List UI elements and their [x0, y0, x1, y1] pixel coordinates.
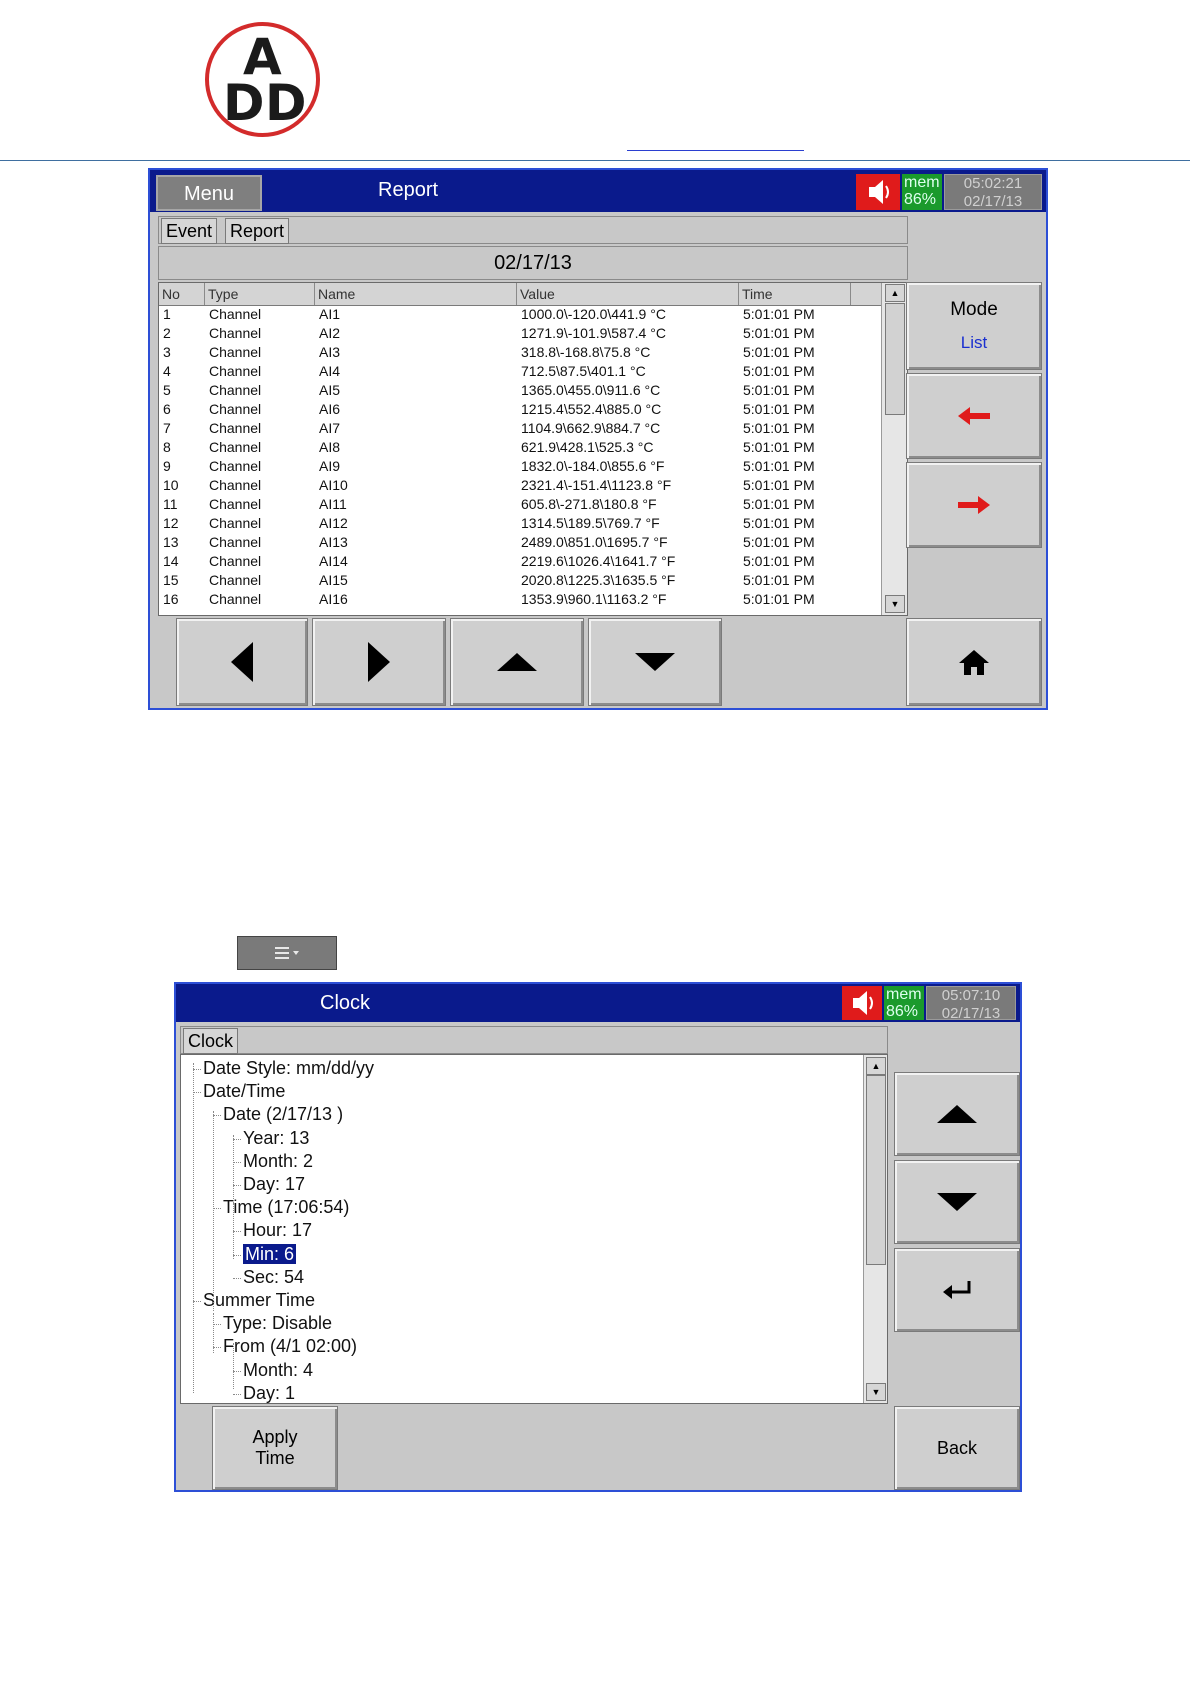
column-header-value[interactable]: Value: [517, 283, 739, 305]
tree-connector: [233, 1371, 241, 1372]
tree-item-label-selected: Min: 6: [245, 1243, 295, 1264]
row-value: 621.9\428.1\525.3 °C: [521, 439, 654, 455]
row-time: 5:01:01 PM: [743, 496, 815, 512]
tree-item-label: From (4/1 02:00): [223, 1336, 358, 1357]
tree-item[interactable]: [243, 1219, 312, 1241]
tree-item[interactable]: [243, 1382, 295, 1404]
row-type: Channel: [209, 553, 262, 569]
row-no: 12: [163, 515, 179, 531]
tree-item-label: Year: 13: [243, 1127, 310, 1148]
row-no: 16: [163, 591, 179, 607]
table-row[interactable]: [159, 476, 879, 495]
row-type: Channel: [209, 477, 262, 493]
memory-percent: 86%: [904, 191, 937, 208]
scroll-left-button[interactable]: [176, 618, 308, 706]
table-row[interactable]: [159, 590, 879, 609]
row-time: 5:01:01 PM: [743, 401, 815, 417]
speaker-icon[interactable]: [856, 174, 900, 210]
table-row[interactable]: [159, 571, 879, 590]
list-icon: [271, 944, 303, 962]
tree-connector: [233, 1231, 241, 1232]
row-no: 9: [163, 458, 171, 474]
clock-tabstrip: [180, 1026, 888, 1054]
row-type: Channel: [209, 363, 262, 379]
clock-tree-scrollbar[interactable]: [863, 1055, 887, 1403]
row-time: 5:01:01 PM: [743, 591, 815, 607]
tree-connector: [213, 1324, 221, 1325]
table-row[interactable]: [159, 305, 879, 324]
tree-scroll-up-arrow-icon[interactable]: ▲: [866, 1057, 886, 1075]
row-time: 5:01:01 PM: [743, 420, 815, 436]
report-screen: [148, 168, 1048, 710]
apply-label-line2: Time: [255, 1448, 295, 1468]
tree-connector: [233, 1139, 241, 1140]
clock-settings-tree[interactable]: [180, 1054, 888, 1404]
tree-guide-line: [193, 1063, 194, 1393]
column-header-type[interactable]: Type: [205, 283, 315, 305]
back-button[interactable]: [894, 1406, 1020, 1490]
row-name: AI9: [319, 458, 341, 474]
tab-clock[interactable]: Clock: [183, 1028, 238, 1054]
row-time: 5:01:01 PM: [743, 439, 815, 455]
row-type: Channel: [209, 591, 262, 607]
scroll-down-arrow-icon[interactable]: ▼: [885, 595, 905, 613]
previous-page-button[interactable]: [906, 373, 1042, 459]
apply-time-button[interactable]: [212, 1406, 338, 1490]
row-name: AI12: [319, 515, 348, 531]
tree-item[interactable]: [223, 1196, 349, 1218]
scroll-right-button[interactable]: [312, 618, 446, 706]
row-time: 5:01:01 PM: [743, 477, 815, 493]
tree-item[interactable]: [203, 1080, 285, 1102]
menu-button[interactable]: Menu: [156, 175, 262, 211]
row-type: Channel: [209, 572, 262, 588]
row-value: 605.8\-271.8\180.8 °F: [521, 496, 657, 512]
tree-item[interactable]: [243, 1243, 296, 1265]
tree-item[interactable]: [243, 1266, 304, 1288]
mode-button[interactable]: [906, 282, 1042, 370]
row-no: 14: [163, 553, 179, 569]
next-page-button[interactable]: [906, 462, 1042, 548]
row-time: 5:01:01 PM: [743, 572, 815, 588]
report-tabstrip: [158, 216, 908, 244]
tree-item-label: Month: 4: [243, 1359, 314, 1380]
tree-item[interactable]: [243, 1173, 305, 1195]
tree-connector: [213, 1115, 221, 1116]
tree-item[interactable]: [203, 1289, 315, 1311]
row-no: 10: [163, 477, 179, 493]
row-time: 5:01:01 PM: [743, 363, 815, 379]
row-type: Channel: [209, 401, 262, 417]
row-no: 8: [163, 439, 171, 455]
row-name: AI10: [319, 477, 348, 493]
column-header-no[interactable]: No: [159, 283, 205, 305]
row-no: 7: [163, 420, 171, 436]
tree-scroll-down-arrow-icon[interactable]: ▼: [866, 1383, 886, 1401]
row-type: Channel: [209, 325, 262, 341]
clock-memory-percent: 86%: [886, 1003, 919, 1020]
row-name: AI16: [319, 591, 348, 607]
row-type: Channel: [209, 515, 262, 531]
tree-connector: [233, 1255, 241, 1256]
tree-guide-line: [213, 1111, 214, 1311]
tree-item-label: Day: 1: [243, 1382, 296, 1403]
row-type: Channel: [209, 344, 262, 360]
status-time: 05:02:21: [963, 175, 1023, 192]
tree-guide-line: [233, 1343, 234, 1389]
tree-guide-line: [233, 1203, 234, 1259]
tree-item[interactable]: [243, 1359, 313, 1381]
tree-item-label: Type: Disable: [223, 1313, 333, 1334]
company-logo: [205, 22, 320, 137]
row-name: AI5: [319, 382, 341, 398]
row-time: 5:01:01 PM: [743, 325, 815, 341]
row-no: 5: [163, 382, 171, 398]
row-value: 318.8\-168.8\75.8 °C: [521, 344, 651, 360]
row-type: Channel: [209, 306, 262, 322]
clock-memory-indicator: [884, 986, 924, 1020]
row-type: Channel: [209, 420, 262, 436]
row-time: 5:01:01 PM: [743, 382, 815, 398]
back-label: Back: [936, 1437, 978, 1458]
tree-item-label: Time (17:06:54): [223, 1197, 350, 1218]
header-link-underline: [627, 150, 804, 151]
row-value: 1104.9\662.9\884.7 °C: [521, 420, 661, 436]
tree-connector: [233, 1162, 241, 1163]
tree-item-label: Summer Time: [203, 1290, 316, 1310]
report-table-header: [159, 283, 881, 306]
row-name: AI3: [319, 344, 341, 360]
row-name: AI15: [319, 572, 348, 588]
tree-item-label: Date Style: mm/dd/yy: [203, 1058, 375, 1078]
row-no: 3: [163, 344, 171, 360]
row-value: 1353.9\960.1\1163.2 °F: [521, 591, 667, 607]
row-time: 5:01:01 PM: [743, 344, 815, 360]
enter-button[interactable]: [894, 1248, 1020, 1332]
table-row[interactable]: [159, 495, 879, 514]
tree-connector: [233, 1278, 241, 1279]
tree-item-label: Hour: 17: [243, 1220, 313, 1241]
row-type: Channel: [209, 534, 262, 550]
scroll-thumb[interactable]: [885, 303, 905, 415]
row-value: 712.5\87.5\401.1 °C: [521, 363, 646, 379]
mode-label: Mode: [950, 299, 998, 320]
row-value: 2020.8\1225.3\1635.5 °F: [521, 572, 676, 588]
column-header-time[interactable]: Time: [739, 283, 851, 305]
clock-status-date: 02/17/13: [941, 1005, 1001, 1022]
left-triangle-icon: [231, 642, 253, 682]
row-value: 1314.5\189.5\769.7 °F: [521, 515, 660, 531]
row-name: AI2: [319, 325, 341, 341]
row-name: AI4: [319, 363, 341, 379]
row-value: 1000.0\-120.0\441.9 °C: [521, 306, 666, 322]
row-value: 1365.0\455.0\911.6 °C: [521, 382, 661, 398]
row-name: AI7: [319, 420, 341, 436]
status-date: 02/17/13: [963, 193, 1023, 210]
row-time: 5:01:01 PM: [743, 306, 815, 322]
scroll-down-button[interactable]: [588, 618, 722, 706]
table-row[interactable]: [159, 552, 879, 571]
row-no: 2: [163, 325, 171, 341]
logo-letter-a: A: [243, 28, 282, 86]
down-triangle-icon: [635, 653, 675, 671]
scroll-up-button[interactable]: [450, 618, 584, 706]
red-right-arrow-icon: [954, 494, 994, 516]
tree-item-label: Sec: 54: [243, 1266, 305, 1287]
enter-icon: [939, 1279, 975, 1301]
table-row[interactable]: [159, 457, 879, 476]
row-name: AI13: [319, 534, 348, 550]
scroll-up-arrow-icon[interactable]: ▲: [885, 284, 905, 302]
clock-title: Clock: [320, 992, 371, 1014]
tree-item-label: Date (2/17/13 ): [223, 1104, 344, 1125]
row-time: 5:01:01 PM: [743, 553, 815, 569]
report-title: Report: [378, 179, 439, 201]
report-scrollbar[interactable]: [881, 283, 907, 615]
tree-item[interactable]: [223, 1312, 332, 1334]
mode-value: List: [960, 333, 988, 352]
tree-connector: [193, 1092, 201, 1093]
table-row[interactable]: [159, 400, 879, 419]
tree-connector: [233, 1185, 241, 1186]
row-type: Channel: [209, 496, 262, 512]
home-icon: [957, 648, 991, 676]
tree-guide-line: [213, 1313, 214, 1353]
tree-connector: [213, 1208, 221, 1209]
table-row[interactable]: [159, 438, 879, 457]
row-no: 1: [163, 306, 171, 322]
clock-memory-label: mem: [886, 986, 922, 1003]
report-date-header: 02/17/13: [158, 246, 908, 280]
row-no: 4: [163, 363, 171, 379]
row-no: 15: [163, 572, 179, 588]
tree-item[interactable]: [243, 1150, 313, 1172]
table-row[interactable]: [159, 362, 879, 381]
tree-connector: [193, 1301, 201, 1302]
red-left-arrow-icon: [954, 405, 994, 427]
table-row[interactable]: [159, 533, 879, 552]
row-value: 1271.9\-101.9\587.4 °C: [521, 325, 666, 341]
row-value: 2219.6\1026.4\1641.7 °F: [521, 553, 676, 569]
tree-item[interactable]: [203, 1057, 374, 1079]
tree-item-label: Day: 17: [243, 1174, 306, 1194]
table-row[interactable]: [159, 381, 879, 400]
tree-item[interactable]: [243, 1127, 309, 1149]
tab-report[interactable]: Report: [225, 218, 289, 244]
tab-event[interactable]: Event: [161, 218, 217, 244]
right-triangle-icon: [368, 642, 390, 682]
tree-item-label: Date/Time: [203, 1081, 286, 1102]
memory-indicator: [902, 174, 942, 210]
table-row[interactable]: [159, 419, 879, 438]
memory-label: mem: [904, 174, 940, 191]
tree-connector: [213, 1347, 221, 1348]
tree-item[interactable]: [223, 1335, 357, 1357]
home-button[interactable]: [906, 618, 1042, 706]
table-row[interactable]: [159, 324, 879, 343]
tree-connector: [193, 1069, 201, 1070]
table-row[interactable]: [159, 514, 879, 533]
clock-status-time: 05:07:10: [941, 987, 1001, 1004]
logo-letter-d-right: D: [265, 74, 307, 132]
tree-down-button[interactable]: [894, 1160, 1020, 1244]
clock-speaker-icon[interactable]: [842, 986, 882, 1020]
row-type: Channel: [209, 439, 262, 455]
row-name: AI8: [319, 439, 341, 455]
row-type: Channel: [209, 382, 262, 398]
table-row[interactable]: [159, 343, 879, 362]
tree-connector: [233, 1394, 241, 1395]
row-name: AI1: [319, 306, 341, 322]
tree-up-button[interactable]: [894, 1072, 1020, 1156]
down-triangle-icon: [937, 1193, 977, 1211]
row-name: AI6: [319, 401, 341, 417]
row-time: 5:01:01 PM: [743, 515, 815, 531]
header-divider: [0, 160, 1190, 161]
clock-status-clock: [926, 986, 1016, 1020]
apply-label-line1: Apply: [252, 1427, 298, 1447]
report-table[interactable]: [158, 282, 908, 616]
row-no: 11: [163, 496, 178, 512]
up-triangle-icon: [937, 1105, 977, 1123]
up-triangle-icon: [497, 653, 537, 671]
row-value: 1832.0\-184.0\855.6 °F: [521, 458, 665, 474]
row-no: 6: [163, 401, 171, 417]
menu-list-icon-button[interactable]: [237, 936, 337, 970]
row-value: 2489.0\851.0\1695.7 °F: [521, 534, 668, 550]
row-name: AI11: [319, 496, 347, 512]
row-time: 5:01:01 PM: [743, 534, 815, 550]
clock-screen: [174, 982, 1022, 1492]
row-value: 1215.4\552.4\885.0 °C: [521, 401, 662, 417]
tree-item[interactable]: [223, 1103, 343, 1125]
row-time: 5:01:01 PM: [743, 458, 815, 474]
row-no: 13: [163, 534, 179, 550]
logo-letter-d-left: D: [223, 74, 265, 132]
tree-scroll-thumb[interactable]: [866, 1075, 886, 1265]
status-clock: [944, 174, 1042, 210]
row-type: Channel: [209, 458, 262, 474]
tree-item-label: Month: 2: [243, 1150, 314, 1171]
row-value: 2321.4\-151.4\1123.8 °F: [521, 477, 672, 493]
column-header-name[interactable]: Name: [315, 283, 517, 305]
row-name: AI14: [319, 553, 348, 569]
